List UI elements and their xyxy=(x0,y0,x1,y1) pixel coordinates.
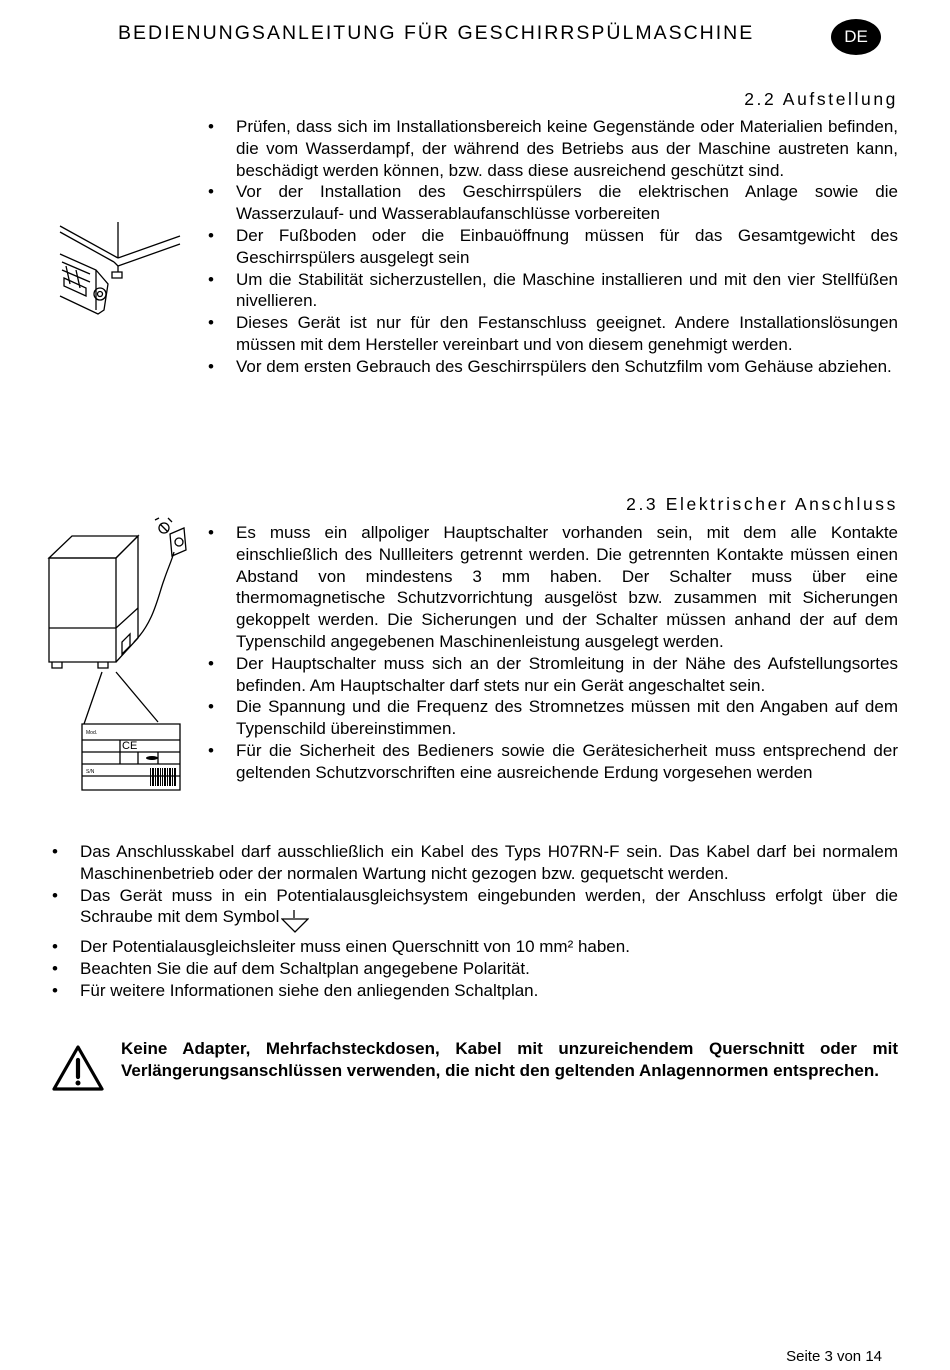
list-item: • Der Hauptschalter muss sich an der Stromleitung in der Nähe des Aufstellungsortes befinden. Am Hauptschalter darf stets nur ein Gerät angeschaltet sein. xyxy=(236,653,898,697)
nameplate-model-label: Mod. xyxy=(86,730,98,736)
list-item: • Vor der Installation des Geschirrspülers die elektrischen Anlage sowie die Wasserzulauf- und Wasserablaufanschlüsse vorbereiten xyxy=(236,181,898,225)
list-item: • Der Potentialausgleichsleiter muss einen Querschnitt von 10 mm² haben. xyxy=(80,936,898,958)
electrical-list xyxy=(236,522,898,784)
equipotential-text: Das Gerät muss in ein Potentialausgleichsystem eingebunden werden, der Anschluss erfolgt über die Schraube mit dem Symbol xyxy=(80,885,898,927)
ce-mark: CE xyxy=(122,740,138,752)
list-item: • Beachten Sie die auf dem Schaltplan angegebene Polarität. xyxy=(80,958,898,980)
list-item: • Für weitere Informationen siehe den anliegenden Schaltplan. xyxy=(80,980,898,1002)
list-item: • Um die Stabilität sicherzustellen, die Maschine installieren und mit den vier Stellfüßen nivellieren. xyxy=(236,269,898,313)
list-item: • Es muss ein allpoliger Hauptschalter vorhanden sein, mit dem alle Kontakte einschließlich des Nullleiters getrennt werden. Die getrennten Kontakte müssen einen Abstand von mindestens 3 mm haben. Der Schalter muss über eine thermomagnetische Schutzvorrichtung ausgelöst bzw. zusammen mit Sicherungen gekoppelt werden. Die Sicherungen und der Schalter müssen anhand der auf dem Typenschild angegebenen Maschinenleistung ausgelegt werden. xyxy=(236,522,898,653)
list-item: • Für die Sicherheit des Bedieners sowie die Gerätesicherheit muss entsprechend der geltenden Schutzvorschriften eine ausreichende Erdung vorgesehen werden xyxy=(236,740,898,784)
general-list xyxy=(80,841,898,1002)
list-item: • Die Spannung und die Frequenz des Stromnetzes müssen mit den Angaben auf dem Typenschild übereinstimmen. xyxy=(236,696,898,740)
list-item: • Der Fußboden oder die Einbauöffnung müssen für das Gesamtgewicht des Geschirrspülers ausgelegt sein xyxy=(236,225,898,269)
list-item: • Das Anschlusskabel darf ausschließlich ein Kabel des Typs H07RN-F sein. Das Kabel darf bei normalem Maschinenbetrieb oder der normalen Wartung nicht gezogen bzw. gequetscht werden. xyxy=(80,841,898,885)
page-header-title: BEDIENUNGSANLEITUNG FÜR GESCHIRRSPÜLMASCHINE xyxy=(118,22,755,44)
leveling-foot-illustration xyxy=(56,218,182,318)
equipotential-symbol-icon xyxy=(281,906,309,936)
installation-list xyxy=(236,116,898,378)
warning-text: Keine Adapter, Mehrfachsteckdosen, Kabel mit unzureichendem Querschnitt oder mit Verlängerungsanschlüssen verwenden, die nicht den geltenden Anlagennormen entsprechen. xyxy=(121,1039,898,1080)
warning-triangle-icon xyxy=(51,1044,105,1092)
electrical-connection-illustration xyxy=(46,512,196,794)
list-item: • Vor dem ersten Gebrauch des Geschirrspülers den Schutzfilm vom Gehäuse abziehen. xyxy=(236,356,898,378)
page-number: Seite 3 von 14 xyxy=(786,1348,882,1365)
section-2-3-title: 2.3 Elektrischer Anschluss xyxy=(626,494,898,514)
nameplate-sn-label: S/N xyxy=(86,769,95,775)
list-item xyxy=(80,885,898,937)
language-badge: DE xyxy=(831,19,881,55)
list-item: • Dieses Gerät ist nur für den Festanschluss geeignet. Andere Installationslösungen müssen mit dem Hersteller vereinbart und von diesem genehmigt werden. xyxy=(236,312,898,356)
list-item: • Prüfen, dass sich im Installationsbereich keine Gegenstände oder Materialien befinden, die vom Wasserdampf, der während des Betriebs aus der Maschine austreten kann, beschädigt werden können, bzw. dass diese ausreichend geschützt sind. xyxy=(236,116,898,181)
section-2-2-title: 2.2 Aufstellung xyxy=(744,89,898,109)
